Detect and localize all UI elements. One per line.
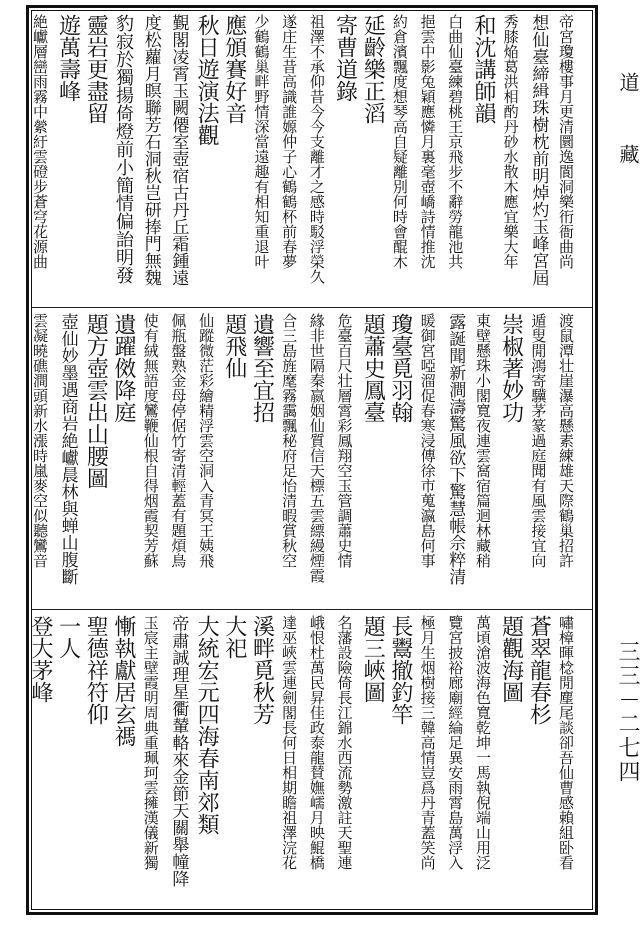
text-column: 蒼翠龍春杉	[526, 615, 552, 725]
book-label: 道 藏	[616, 72, 640, 168]
text-column: 應頒賽好音	[221, 14, 247, 124]
text-column: 遂庄生昔高識誰嫄仲子心鶴鶴杯前春夢	[280, 14, 299, 269]
text-column: 秀膝焔葛洪相酌丹砂水散木應宜樂大年	[501, 14, 520, 269]
text-column: 約倉濱飄度想琴高自疑離別何時會醌木	[390, 14, 409, 269]
text-column: 題方壺雲出山腰圖	[83, 313, 109, 489]
text-column: 絶巘層巒雨霧中縈紆雲磴步蒼穹花源曲	[31, 14, 49, 269]
text-column: 祖澤不承仰昔今今支離才之感時駁浮榮久	[307, 14, 326, 284]
text-column: 玉宸主壁霞明周典重珮珂雲擁漢儀新獨	[141, 615, 160, 870]
text-column: 白曲仙臺練碧桃王京飛步不辭勞龍池共	[446, 14, 465, 269]
text-column: 仙蹤微茫彩繪精浮雲空洞入青冥王姨飛	[197, 313, 216, 568]
text-column: 度松蘿月瞑聯芳石洞秋岂研捧門無魏	[140, 14, 161, 286]
text-column: 壺仙妙墨遇商岩絶巘晨林與蝉山腹斷	[57, 313, 78, 585]
text-column: 大統宏元四海春南郊類	[194, 615, 220, 835]
text-column: 秋日遊演法觀	[194, 14, 220, 146]
text-column: 緣非世隔秦嬴姻仙質信天標五雲縹縵煙霞	[307, 313, 326, 583]
text-column: 題蕭史鳳臺	[360, 313, 386, 423]
text-column: 挹雲中影兔穎應憐月裏毫壺嶠詩情推沈	[418, 14, 437, 269]
text-column: 遺躍傚降庭	[111, 313, 137, 423]
text-column: 遺響至宜招	[249, 313, 275, 423]
text-column: 帝肅誠理星衢輦輅來金節天關舉幢降	[168, 615, 189, 887]
text-column: 溪畔覓秋芳	[249, 615, 275, 725]
text-column: 合三島旌麾霧靄飄秘府足怡清暇賞秋空	[280, 313, 299, 568]
text-column: 一人	[55, 615, 81, 659]
text-column: 靈岩更盡留	[83, 14, 109, 124]
text-column: 慚執獻居玄禡	[111, 615, 137, 747]
text-column: 覲閣凌霄玉闕僊室壺宿古丹丘霜鍾遠	[168, 14, 189, 286]
text-column: 遁叟閒鴻寄驥茅篆過庭聞有風雲接宜向	[529, 313, 548, 568]
text-column: 達巫峽雲連劍閣長何日相期瞻祖澤浣花	[280, 615, 299, 870]
section-divider-1	[32, 307, 592, 308]
text-column: 峨恨杜萬民昇佳政泰龍賛嫵嶿月映鯤橋	[307, 615, 326, 870]
text-column: 帝宮瓊樓事月更清圜逸閬洞樂衎衙曲尚	[557, 14, 575, 269]
section-divider-2	[32, 609, 592, 610]
text-column: 少鶴鶴巢畔野情深當遠趣有相知重退叶	[252, 14, 271, 269]
text-column: 名藩設險倚長江錦水西流勢激註天聖連	[335, 615, 354, 870]
text-column: 豹寂於獨揚倚燈前小簡情偏詒明發	[113, 14, 135, 284]
text-column: 延齡樂正滔	[360, 14, 386, 124]
text-column: 和沈講師韻	[470, 14, 496, 124]
text-column: 佩瓶盤熟金母停倨竹寄清輕蓋有題煩鳥	[169, 313, 188, 568]
text-column: 瓊臺覓羽翰	[387, 313, 413, 423]
text-column: 題飛仙	[221, 313, 247, 379]
text-column: 渡鼠潭壮崖瀑高懸素練雄天際鶴巢招許	[557, 313, 575, 568]
text-column: 覽宮披裕廊廟經綸足異安雨霄島萬浮入	[446, 615, 465, 870]
text-column: 極月生烟樹接三韓高情豈爲丹青蓋笑尚	[418, 615, 437, 870]
text-column: 題觀海圖	[498, 615, 524, 703]
text-column: 萬頃滄波海色寬乾坤一馬執倪端山用泛	[473, 615, 492, 870]
text-column: 暖御宮啞溜促春寒浸傳徐市蒐瀛島何事	[418, 313, 437, 568]
text-column: 長鬻撤釣竿	[387, 615, 413, 725]
text-column: 東壁懸珠小閣寬夜連雲窩宿篇迴林藏稍	[473, 313, 492, 568]
text-column: 寄曹道錄	[332, 14, 358, 102]
text-column: 嘯樟暉棯閒塵尾談卻吾仙曹感賴組卧看	[557, 615, 575, 870]
text-column: 遊萬壽峰	[55, 14, 81, 102]
text-column: 露誕聞新澗濤驚風欲下驚慧帳佘粹清	[445, 313, 466, 585]
text-column: 雲凝曉礁澗頭新水漲時嵐麥空似聽鸞音	[31, 313, 49, 568]
text-column: 危臺百尺壮層霄彩鳳翔空玉管調蕭史情	[335, 313, 354, 568]
text-column: 崇椒著妙功	[498, 313, 524, 423]
text-column: 登大茅峰	[28, 615, 53, 703]
text-column: 聖德祥符仰	[83, 615, 109, 725]
text-column: 想仙臺締緝珠樹枕前明焯灼玉峰宮屆	[528, 14, 549, 286]
text-column: 大祀	[221, 615, 247, 659]
text-column: 題三峽圖	[360, 615, 386, 703]
text-column: 使有絨無語度鸞鞭仙根自得烟霞契芳蘇	[141, 313, 160, 568]
page-number: 三三－二七四	[615, 640, 640, 784]
